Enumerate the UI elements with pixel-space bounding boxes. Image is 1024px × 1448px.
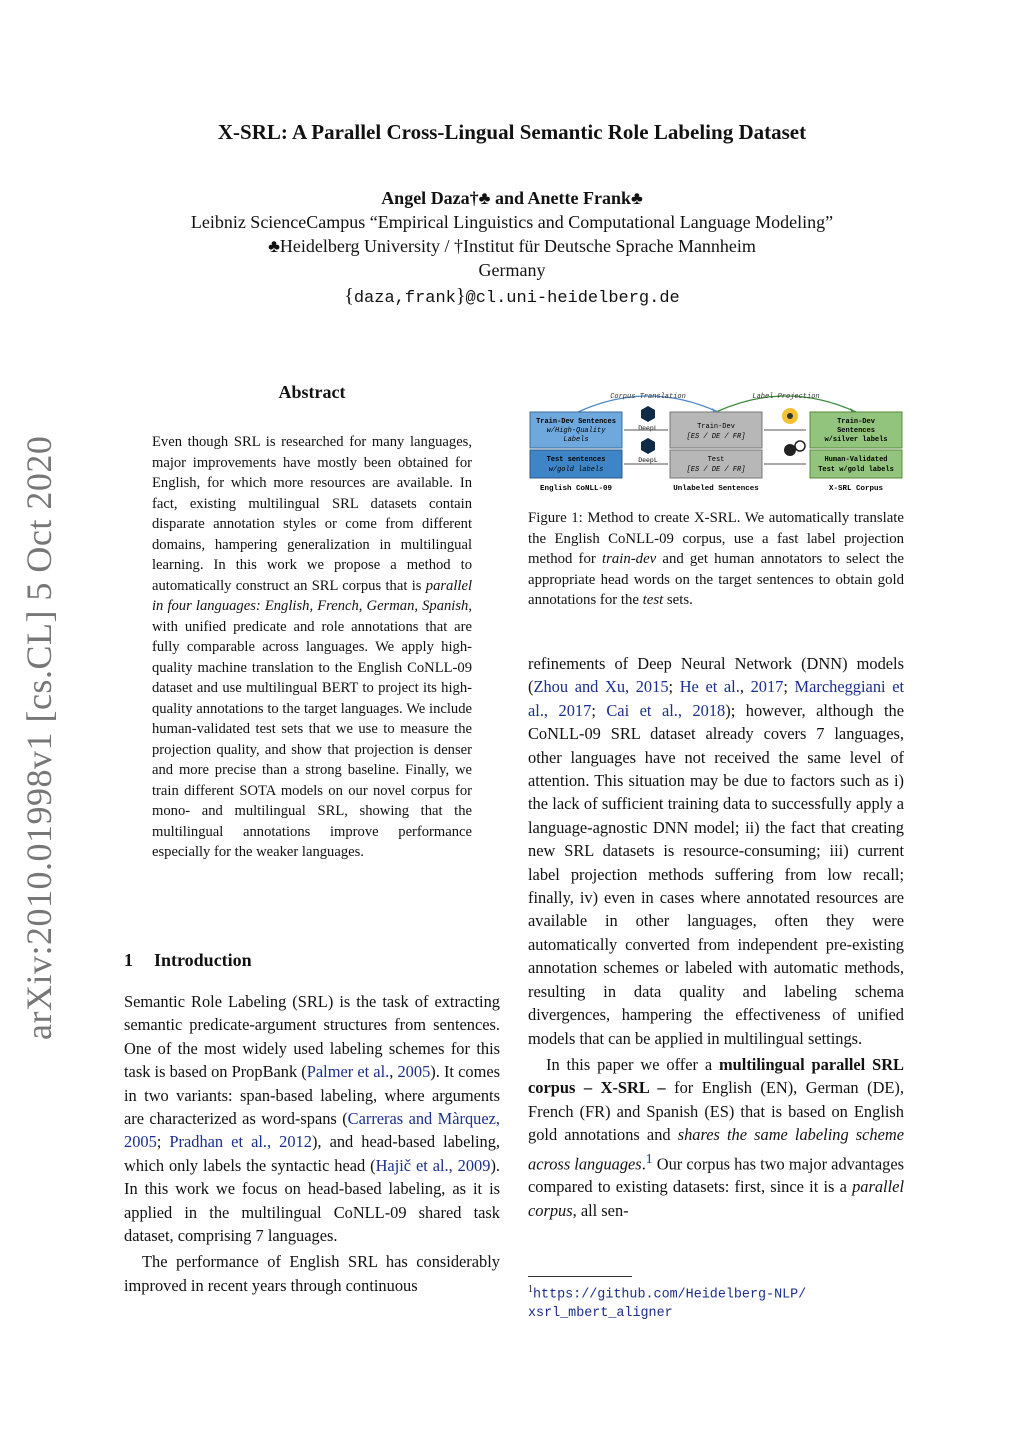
intro-left-column: [124, 990, 500, 1297]
box-test-unlabeled-line1: Test: [707, 456, 725, 464]
caption-text: Figure 1: Method to create X-SRL. We automatically translate the English CoNLL-09 corpus, use a fast label projection method for: [528, 510, 904, 568]
box-test-output-line1: Human-Validated: [824, 456, 888, 464]
citation-hajic[interactable]: Hajič et al., 2009: [375, 1155, 491, 1175]
abstract-text-1: Even though SRL is researched for many languages, major improvements have mostly been obtained for English, for which more resources are available. In fact, existing multilingual SRL datasets contain disparate annotation styles or come from different domains, hampering generalization in multilingual learning. In this work we propose a method to automatically construct an SRL corpus that is: [152, 434, 472, 594]
right-emphasis: parallel corpus: [528, 1177, 904, 1220]
right-text: ); however, although the CoNLL-09 SRL dataset already covers 7 languages, other languages have not received the same level of attention. This situation may be due to factors such as i) the lack of sufficient training data to successfully apply a language-agnostic DNN model; ii) the fact that creating new SRL datasets is resource-consuming; iii) current label projection methods suffering from low recall; finally, iv) even in cases where annotated resources are available in other languages, often they were automatically converted from independent pre-existing annotation schemes or labeled with automatic methods, resulting in data quality and labeling schema divergences, hampering the effectiveness of unified models that can be applied in multilingual settings.: [528, 700, 905, 1048]
human-annotator-icon: [784, 444, 796, 456]
right-paragraph-2: In this paper we offer a multilingual parallel SRL corpus – X-SRL – for English (EN), German (DE), French (FR) and Spanish (ES) that is based on English gold annotations and shares the same labeling scheme across languages.$^1$ Our corpus has two major advantages compared to existing datasets: first, since it is a parallel corpus, all sen-: [528, 1054, 904, 1220]
footnote-1[interactable]: [528, 1280, 908, 1323]
figure-1-caption: [528, 508, 904, 611]
intro-text: Semantic Role Labeling (SRL) is the task of extracting semantic predicate-argument structures from sentences. One of the most widely used labeling schemes for this task is based on PropBank (: [124, 992, 500, 1082]
box-train-source-line1: Train-Dev Sentences: [536, 418, 616, 426]
section-number: 1: [124, 950, 133, 970]
affiliation-line-1: Leibniz ScienceCampus “Empirical Linguistics and Computational Language Modeling”: [190, 212, 834, 232]
arc-label-translation: Corpus Translation: [610, 393, 686, 401]
footnote-marker[interactable]: 1: [645, 1150, 653, 1166]
footnote-number: 1: [528, 1284, 533, 1295]
abstract-emphasis: parallel in four languages: English, French, German, Spanish: [152, 577, 472, 614]
box-test-output-line2: Test w/gold labels: [818, 466, 894, 474]
footnote-url-line2[interactable]: xsrl_mbert_aligner: [528, 1306, 673, 1322]
email-brace-open: {: [344, 285, 354, 307]
abstract-text-2: , with unified predicate and role annotations that are fully comparable across languages. We apply high-quality machine translation to the English CoNLL-09 dataset and use multilingual BERT to project its high-quality annotations to the target languages. We include human-validated test sets that we use to measure the projection quality, and show that projection is denser and more precise than a strong baseline. Finally, we train different SOTA models on our novel corpus for mono- and multilingual SRL, showing that the multilingual annotations improve performance especially for the weaker languages.: [152, 598, 472, 860]
right-text: Our corpus has two major advantages compared to existing datasets: first, since it is a: [528, 1154, 904, 1197]
email-users: daza,frank: [353, 289, 456, 308]
section-title: Introduction: [154, 950, 252, 970]
footnote-rule: [528, 1276, 632, 1277]
deepl-label-top: DeepL: [638, 425, 658, 432]
deepl-icon: [641, 438, 655, 454]
figure-label-xsrl: X-SRL Corpus: [828, 485, 884, 493]
right-paragraph-1: refinements of Deep Neural Network (DNN) models (Zhou and Xu, 2015; He et al., 2017; Marcheggiani et al., 2017; Cai et al., 2018); however, although the CoNLL-09 SRL dataset already covers 7 languages, other languages have not received the same level of attention. This situation may be due to factors such as i) the lack of sufficient training data to successfully apply a language-agnostic DNN model; ii) the fact that creating new SRL datasets is resource-consuming; iii) current label projection methods suffering from low recall; finally, iv) even in cases where annotated resources are available in other languages, often they were automatically converted from independent pre-existing annotation schemes or labeled with automatic methods, resulting in data quality and labeling schema divergences, hampering the effectiveness of unified models that can be applied in multilingual settings.: [528, 654, 905, 1048]
citation-carreras[interactable]: Carreras and Màrquez, 2005: [124, 1109, 500, 1152]
citation-zhou[interactable]: Zhou and Xu, 2015: [533, 677, 669, 697]
citation-cai[interactable]: Cai et al., 2018: [606, 700, 726, 720]
email-domain: @cl.uni-heidelberg.de: [465, 289, 680, 308]
affiliation-line-2: ♣Heidelberg University / †Institut für Deutsche Sprache Mannheim: [268, 236, 756, 256]
box-train-output-line2: Sentences: [837, 427, 875, 435]
caption-emphasis: test: [642, 592, 664, 609]
caption-text: and get human annotators to select the appropriate head words on the target sentences to obtain gold annotations for the: [528, 551, 904, 609]
box-train-unlabeled-line1: Train-Dev: [697, 423, 735, 431]
right-bold: multilingual parallel SRL corpus – X-SRL –: [528, 1054, 904, 1098]
paper-title: X-SRL: A Parallel Cross-Lingual Semantic Role Labeling Dataset: [217, 120, 807, 144]
email-brace-close: }: [455, 285, 466, 307]
magnifier-icon: [795, 441, 805, 451]
box-test-source-line2: w/gold labels: [548, 466, 604, 474]
affiliation-line-3: Germany: [478, 260, 546, 280]
arc-label-projection: Label Projection: [752, 393, 820, 401]
citation-palmer-year[interactable]: 2005: [397, 1062, 431, 1082]
box-train-source-line3: Labels: [563, 436, 589, 444]
bert-icon-eye: [787, 413, 793, 419]
footnote-url-line1[interactable]: https://github.com/Heidelberg-NLP/: [533, 1287, 807, 1303]
citation-pradhan[interactable]: Pradhan et al., 2012: [169, 1132, 312, 1152]
box-train-output-line1: Train-Dev: [837, 418, 875, 426]
box-train-unlabeled-line2: [ES / DE / FR]: [686, 433, 746, 441]
right-emphasis: shares the same labeling scheme across languages: [528, 1125, 904, 1173]
figure-label-english: English CoNLL-09: [539, 485, 613, 493]
figure-1-diagram: [528, 386, 904, 496]
box-test-unlabeled-line2: [ES / DE / FR]: [686, 466, 746, 474]
intro-text: ), and head-based labeling, which only labels the syntactic head (: [124, 1132, 500, 1175]
citation-he-year[interactable]: 2017: [750, 677, 784, 697]
citation-palmer[interactable]: Palmer et al.: [306, 1062, 390, 1082]
paper-authors: Angel Daza†♣ and Anette Frank♣: [381, 188, 643, 208]
citation-marcheggiani[interactable]: Marcheggiani et al., 2017: [528, 677, 905, 720]
box-train-source-line2: w/High-Quality: [546, 427, 606, 435]
deepl-icon: [641, 406, 655, 422]
section-heading-introduction: [124, 950, 252, 971]
intro-right-column: [528, 652, 904, 1222]
citation-he[interactable]: He et al.: [679, 677, 740, 697]
arxiv-identifier: arXiv:2010.01998v1 [cs.CL] 5 Oct 2020: [19, 435, 59, 1040]
box-train-output-line3: w/silver labels: [824, 436, 888, 444]
right-text: In this paper we offer a: [546, 1054, 719, 1074]
box-test-source-line1: Test sentences: [546, 456, 606, 464]
intro-paragraph-2: The performance of English SRL has considerably improved in recent years through continuous: [124, 1252, 500, 1295]
intro-text: ). In this work we focus on head-based labeling, as it is applied in the multilingual CoNLL-09 shared task dataset, comprising 7 languages.: [124, 1155, 500, 1246]
deepl-label-bottom: DeepL: [638, 457, 658, 464]
caption-emphasis: train-dev: [601, 551, 657, 568]
author-email[interactable]: [0, 285, 1024, 308]
right-text: refinements of Deep Neural Network (DNN) models (: [528, 654, 904, 697]
intro-text: ). It comes in two variants: span-based labeling, where arguments are characterized as word-spans (: [124, 1062, 500, 1129]
abstract-body: [152, 432, 472, 863]
right-text: for English (EN), German (DE), French (FR) and Spanish (ES) that is based on English gold annotations and: [528, 1078, 904, 1145]
intro-paragraph-1: Semantic Role Labeling (SRL) is the task of extracting semantic predicate-argument structures from sentences. One of the most widely used labeling schemes for this task is based on PropBank (Palmer et al., 2005). It comes in two variants: span-based labeling, where arguments are characterized as word-spans (Carreras and Màrquez, 2005; Pradhan et al., 2012), and head-based labeling, which only labels the syntactic head (Hajič et al., 2009). In this work we focus on head-based labeling, as it is applied in the multilingual CoNLL-09 shared task dataset, comprising 7 languages.: [124, 992, 500, 1246]
right-text: , all sen-: [572, 1200, 629, 1220]
abstract-heading: Abstract: [278, 382, 346, 402]
caption-text: sets.: [663, 592, 693, 609]
figure-label-unlabeled: Unlabeled Sentences: [673, 485, 759, 493]
